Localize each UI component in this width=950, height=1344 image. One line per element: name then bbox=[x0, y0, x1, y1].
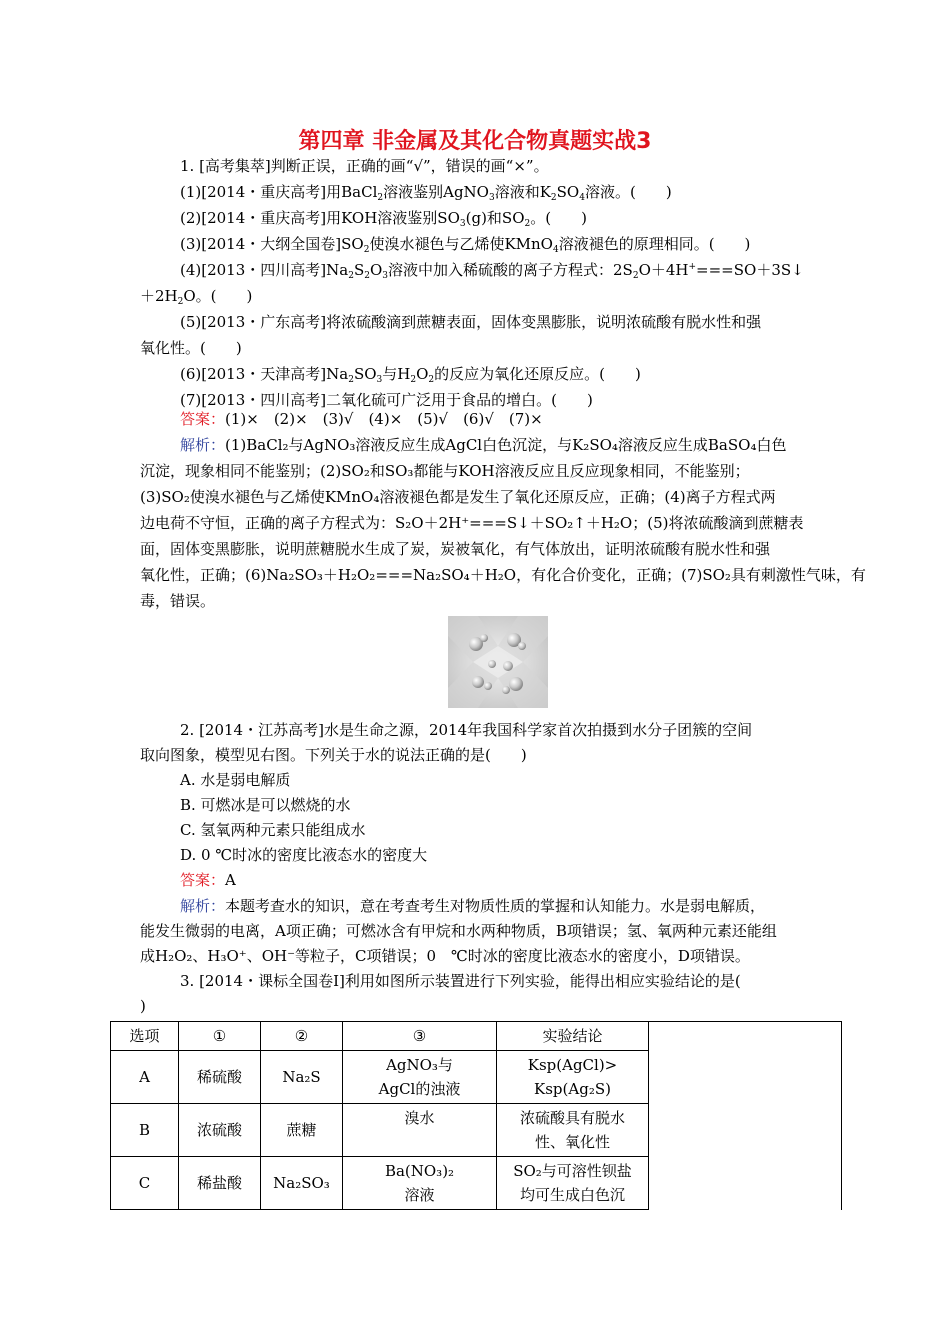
formula-index: 3 bbox=[376, 375, 383, 385]
formula-index: 2 bbox=[364, 271, 370, 281]
q2-option-c: C. 氢氧两种元素只能组成水 bbox=[180, 821, 366, 839]
formula-index: + bbox=[688, 262, 697, 272]
formula-index: 2 bbox=[377, 193, 384, 203]
q1-item-text: ＋2H bbox=[140, 287, 178, 305]
q1-item-9 bbox=[180, 390, 593, 410]
q1-item-text: (6)[2013・天津高考]Na bbox=[180, 365, 349, 383]
formula-index: 2 bbox=[550, 193, 557, 203]
q1-stem: 1. [高考集萃]判断正误，正确的画“√”，错误的画“×”。 bbox=[180, 157, 549, 175]
table-header-cell: 选项 bbox=[111, 1022, 179, 1051]
q1-item-text: 氧化性。( ) bbox=[140, 339, 242, 357]
q1-analysis-line-5: 氧化性，正确；(6)Na₂SO₃＋H₂O₂===Na₂SO₄＋H₂O，有化合价变化，正确；(7)SO₂具有刺激性气味，有 bbox=[140, 566, 866, 584]
q1-item-1 bbox=[180, 182, 672, 202]
formula-index: 4 bbox=[579, 193, 585, 203]
analysis-label: 解析： bbox=[180, 436, 226, 454]
q1-analysis-line-6: 毒，错误。 bbox=[140, 592, 216, 610]
q1-answer: (1)× (2)× (3)√ (4)× (5)√ (6)√ (7)× bbox=[225, 410, 543, 428]
q1-analysis-line-4: 面，固体变黑膨胀，说明蔗糖脱水生成了炭，炭被氧化，有气体放出，证明浓硫酸有脱水性和强 bbox=[140, 540, 771, 558]
q1-item-text: (g)和SO bbox=[465, 209, 525, 227]
q2-analysis-text-0: 本题考查水的知识，意在考查考生对物质性质的掌握和认知能力。水是弱电解质， bbox=[225, 897, 766, 915]
q2-analysis-line-0 bbox=[180, 896, 765, 916]
q1-item-3 bbox=[180, 234, 750, 254]
table-cell: 溴水 bbox=[343, 1104, 497, 1157]
table-cell: C bbox=[111, 1157, 179, 1210]
formula-index: 2 bbox=[632, 271, 639, 281]
analysis-label: 解析： bbox=[180, 897, 226, 915]
formula-index: 3 bbox=[488, 193, 495, 203]
answer-label: 答案： bbox=[180, 410, 226, 428]
q1-item-text: (5)[2013・广东高考]将浓硫酸滴到蔗糖表面，固体变黑膨胀，说明浓硫酸有脱水性和强 bbox=[180, 313, 762, 331]
q1-item-text: O＋4H bbox=[638, 261, 689, 279]
table-header-cell: ③ bbox=[343, 1022, 497, 1051]
answer-label: 答案： bbox=[180, 871, 226, 889]
q1-item-text: 的反应为氧化还原反应。( ) bbox=[434, 365, 641, 383]
table-cell: 浓硫酸 bbox=[179, 1104, 261, 1157]
q2-option-b: B. 可燃冰是可以燃烧的水 bbox=[180, 796, 351, 814]
table-header-cell: 实验结论 bbox=[497, 1022, 649, 1051]
q1-item-text: SO bbox=[556, 183, 580, 201]
formula-index: 3 bbox=[382, 271, 388, 281]
q1-item-text: (1)[2014・重庆高考]用BaCl bbox=[180, 183, 378, 201]
q1-item-text: 溶液鉴别AgNO bbox=[383, 183, 489, 201]
q1-item-text: 。( ) bbox=[530, 209, 587, 227]
table-cell: Na₂S bbox=[261, 1051, 343, 1104]
formula-index: 3 bbox=[459, 219, 466, 229]
q1-item-text: (7)[2013・四川高考]二氧化硫可广泛用于食品的增白。( ) bbox=[180, 391, 593, 409]
q1-item-7 bbox=[140, 338, 242, 358]
formula-index: 2 bbox=[177, 297, 184, 307]
q1-item-text: (4)[2013・四川高考]Na bbox=[180, 261, 349, 279]
q1-analysis-line-2: (3)SO₂使溴水褪色与乙烯使KMnO₄溶液褪色都是发生了氧化还原反应，正确；(4)离子方程式两 bbox=[140, 488, 776, 506]
table-header-cell: ② bbox=[261, 1022, 343, 1051]
q1-item-text: ===SO＋3S↓ bbox=[696, 261, 804, 279]
q1-item-text: SO bbox=[353, 365, 377, 383]
q1-analysis-line-0 bbox=[180, 435, 786, 455]
table-cell: AgNO₃与 AgCl的浊液 bbox=[343, 1051, 497, 1104]
q1-item-8 bbox=[180, 364, 641, 384]
formula-index: 4 bbox=[552, 245, 559, 255]
q2-analysis-line-1: 能发生微弱的电离，A项正确；可燃冰含有甲烷和水两种物质，B项错误；氢、氧两种元素还能组 bbox=[140, 922, 777, 940]
q1-item-text: S bbox=[353, 261, 365, 279]
q1-item-text: (3)[2014・大纲全国卷]SO bbox=[180, 235, 364, 253]
q1-analysis-line-3: 边电荷不守恒，正确的离子方程式为：S₂O＋2H⁺===S↓＋SO₂↑＋H₂O；(5)将浓硫酸滴到蔗糖表 bbox=[140, 514, 804, 532]
q2-answer-line bbox=[180, 870, 236, 890]
water-cluster-model-image bbox=[448, 616, 548, 708]
table-cell: Na₂SO₃ bbox=[261, 1157, 343, 1210]
q1-item-text: (2)[2014・重庆高考]用KOH溶液鉴别SO bbox=[180, 209, 460, 227]
table-cell: Ba(NO₃)₂ 溶液 bbox=[343, 1157, 497, 1210]
table-header-row bbox=[111, 1022, 842, 1051]
q2-option-d: D. 0 ℃时冰的密度比液态水的密度大 bbox=[180, 846, 428, 864]
q1-item-text: O。( ) bbox=[183, 287, 253, 305]
q1-analysis-text-0: (1)BaCl₂与AgNO₃溶液反应生成AgCl白色沉淀，与K₂SO₄溶液反应生成BaSO₄白色 bbox=[225, 436, 787, 454]
table-header-cell: ① bbox=[179, 1022, 261, 1051]
formula-index: 2 bbox=[410, 375, 417, 385]
q1-item-2 bbox=[180, 208, 587, 228]
q1-item-5 bbox=[140, 286, 252, 306]
q1-item-text: 溶液中加入稀硫酸的离子方程式：2S bbox=[388, 261, 633, 279]
table-cell: 稀盐酸 bbox=[179, 1157, 261, 1210]
water-cluster-svg bbox=[448, 616, 548, 708]
table-cell: 浓硫酸具有脱水 性、氧化性 bbox=[497, 1104, 649, 1157]
q1-item-text: 使溴水褪色与乙烯使KMnO bbox=[369, 235, 553, 253]
q1-item-text: 溶液褪色的原理相同。( ) bbox=[558, 235, 751, 253]
table-cell: 稀硫酸 bbox=[179, 1051, 261, 1104]
table-blank-cell bbox=[649, 1022, 842, 1210]
formula-index: 2 bbox=[363, 245, 370, 255]
table-cell: A bbox=[111, 1051, 179, 1104]
q2-stem-1: 取向图象，模型见右图。下列关于水的说法正确的是( ) bbox=[140, 746, 527, 764]
q1-item-text: 溶液和K bbox=[494, 183, 551, 201]
q2-stem-0: 2. [2014・江苏高考]水是生命之源，2014年我国科学家首次拍摄到水分子团簇的空间 bbox=[180, 721, 753, 739]
q1-item-6 bbox=[180, 312, 761, 332]
formula-index: 2 bbox=[428, 375, 435, 385]
page-title: 第四章 非金属及其化合物真题实战3 bbox=[298, 129, 652, 154]
q1-item-text: O bbox=[416, 365, 429, 383]
q2-analysis-line-2: 成H₂O₂、H₃O⁺、OH⁻等粒子，C项错误；0 ℃时冰的密度比液态水的密度小，D项错误。 bbox=[140, 947, 750, 965]
table-cell: SO₂与可溶性钡盐 均可生成白色沉 bbox=[497, 1157, 649, 1210]
formula-index: 2 bbox=[348, 375, 354, 385]
q2-answer: A bbox=[225, 871, 236, 889]
table-cell: Ksp(AgCl)> Ksp(Ag₂S) bbox=[497, 1051, 649, 1104]
q1-item-4 bbox=[180, 260, 804, 280]
q3-stem-0: 3. [2014・课标全国卷Ⅰ]利用如图所示装置进行下列实验，能得出相应实验结论的是( bbox=[180, 972, 741, 990]
q3-stem-1: ) bbox=[140, 997, 146, 1015]
experiment-table bbox=[110, 1021, 842, 1210]
formula-index: 2 bbox=[348, 271, 354, 281]
q1-analysis-line-1: 沉淀，现象相同不能鉴别；(2)SO₂和SO₃都能与KOH溶液反应且反应现象相同，不能鉴别； bbox=[140, 462, 750, 480]
formula-index: 2 bbox=[524, 219, 531, 229]
q1-answer-line bbox=[180, 409, 543, 429]
q1-item-text: 与H bbox=[382, 365, 411, 383]
table-cell: 蔗糖 bbox=[261, 1104, 343, 1157]
q1-item-text: O bbox=[369, 261, 383, 279]
q1-item-text: 溶液。( ) bbox=[584, 183, 672, 201]
q2-option-a: A. 水是弱电解质 bbox=[180, 771, 291, 789]
table-cell: B bbox=[111, 1104, 179, 1157]
